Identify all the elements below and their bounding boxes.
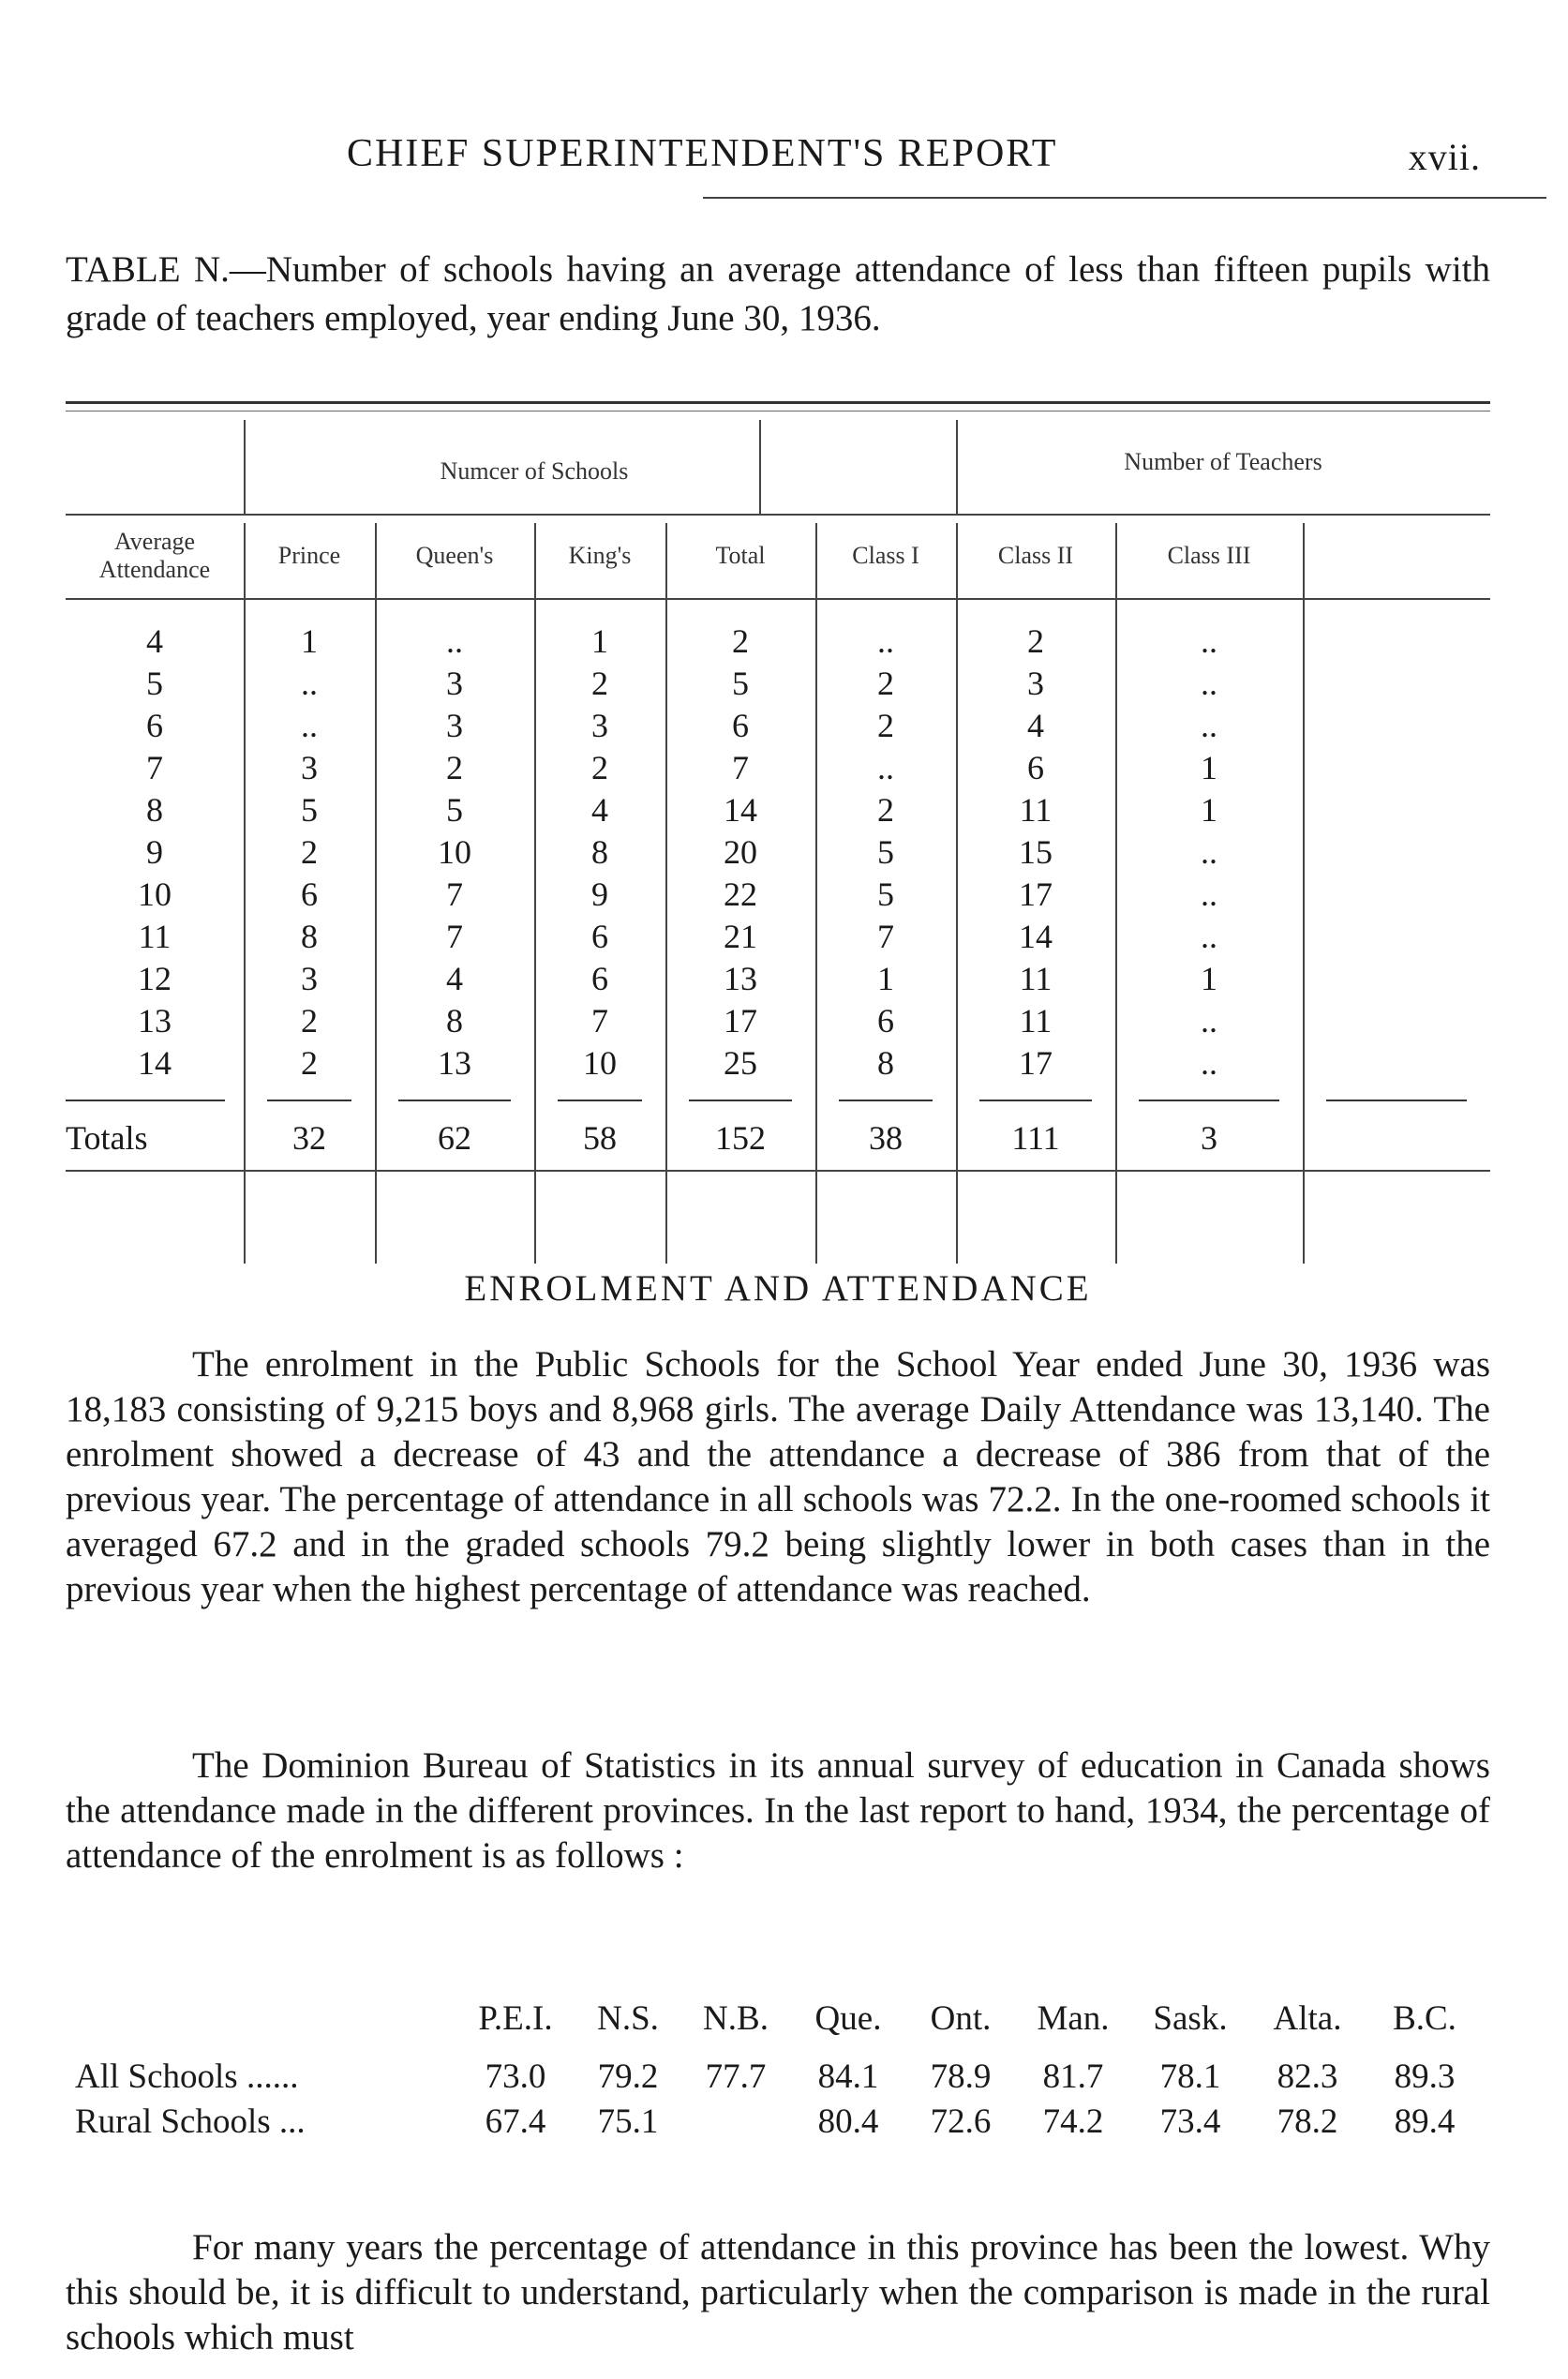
table-cell: .. xyxy=(1201,833,1217,871)
table-cell: 8 xyxy=(877,1044,894,1082)
table-cell: 5 xyxy=(877,833,894,871)
table-cell: 7 xyxy=(446,875,463,913)
table-cell: 11 xyxy=(1019,960,1053,997)
paragraph-lowest-percentage: For many years the percentage of attendance in this province has been the lowest. Why this should be, it is difficult to understand, particularly when the comparison is made in the rural schools which must xyxy=(66,2227,1490,2357)
sum-rule xyxy=(1139,1100,1279,1101)
totals-label: Totals xyxy=(66,1119,148,1157)
sum-rule xyxy=(689,1100,792,1101)
stat-value: 89.4 xyxy=(1394,2102,1456,2141)
table-caption: TABLE N.—Number of schools having an average attendance of less than fifteen pupils with grade of teachers employed, year ending June 30, 1936. xyxy=(66,249,1490,338)
table-cell: 1 xyxy=(591,622,608,660)
table-cell: .. xyxy=(1201,1002,1217,1040)
stat-row-label: Rural Schools ... xyxy=(75,2102,306,2141)
table-cell: 1 xyxy=(1201,749,1217,786)
table-cell: 11 xyxy=(1019,1002,1053,1040)
table-cell: 1 xyxy=(877,960,894,997)
table-cell: .. xyxy=(877,749,894,786)
table-cell: 5 xyxy=(732,665,749,702)
table-cell: .. xyxy=(446,622,463,660)
running-head xyxy=(66,131,1490,187)
sum-rule xyxy=(398,1100,511,1101)
totals-cell: 58 xyxy=(583,1119,617,1157)
table-cell: 10 xyxy=(583,1044,617,1082)
totals-cell: 32 xyxy=(292,1119,326,1157)
table-cell: 8 xyxy=(146,791,163,829)
table-top-rule xyxy=(66,401,1490,404)
province-header: P.E.I. xyxy=(478,1999,553,2038)
province-header: N.S. xyxy=(597,1999,659,2038)
table-bottom-rule xyxy=(66,1170,1490,1172)
table-cell: .. xyxy=(1201,1044,1217,1082)
stat-value: 67.4 xyxy=(485,2102,546,2141)
table-cell: 14 xyxy=(138,1044,172,1082)
group-label-teachers: Number of Teachers xyxy=(1124,448,1322,475)
table-cell: 4 xyxy=(146,622,163,660)
table-cell: 7 xyxy=(146,749,163,786)
table-cell: 7 xyxy=(877,918,894,955)
table-cell: 15 xyxy=(1019,833,1053,871)
table-cell: 20 xyxy=(724,833,757,871)
totals-cell: 62 xyxy=(438,1119,471,1157)
table-cell: 5 xyxy=(877,875,894,913)
table-cell: 4 xyxy=(1027,707,1044,744)
province-header: Sask. xyxy=(1153,1999,1228,2038)
table-cell: 1 xyxy=(301,622,318,660)
province-header: B.C. xyxy=(1393,1999,1456,2038)
table-cell: 17 xyxy=(1019,1044,1053,1082)
table-cell: .. xyxy=(1201,622,1217,660)
table-cell: .. xyxy=(1201,707,1217,744)
column-header: Average Attendance xyxy=(98,528,211,583)
table-cell: 7 xyxy=(446,918,463,955)
table-cell: 8 xyxy=(301,918,318,955)
table-cell: 3 xyxy=(591,707,608,744)
totals-cell: 38 xyxy=(869,1119,903,1157)
table-cell: 6 xyxy=(146,707,163,744)
table-cell: 2 xyxy=(591,749,608,786)
table-cell: 14 xyxy=(1019,918,1053,955)
column-header: Queen's xyxy=(415,542,494,569)
stat-value: 79.2 xyxy=(597,2057,659,2096)
sum-rule xyxy=(558,1100,642,1101)
table-cell: 2 xyxy=(301,1002,318,1040)
table-cell: 2 xyxy=(591,665,608,702)
column-header: Class II xyxy=(997,542,1074,569)
table-cell: 6 xyxy=(877,1002,894,1040)
totals-cell: 3 xyxy=(1201,1119,1217,1157)
column-header: Total xyxy=(715,542,766,569)
totals-cell: 152 xyxy=(715,1119,766,1157)
stat-row-label: All Schools ...... xyxy=(75,2057,299,2096)
stat-value: 72.6 xyxy=(930,2102,992,2141)
table-cell: .. xyxy=(1201,875,1217,913)
table-cell: 3 xyxy=(301,960,318,997)
stat-value: 75.1 xyxy=(597,2102,659,2141)
stat-value: 77.7 xyxy=(705,2057,767,2096)
group-divider xyxy=(244,420,246,514)
group-divider xyxy=(759,420,761,514)
table-cell: 6 xyxy=(591,960,608,997)
stat-value: 84.1 xyxy=(817,2057,879,2096)
table-cell: 13 xyxy=(724,960,757,997)
paragraph-enrolment: The enrolment in the Public Schools for the School Year ended June 30, 1936 was 18,183 consisting of 9,215 boys and 8,968 girls. The average Daily Attendance was 13,140. The enrolment showed a decrease of 43 and the attendance a decrease of 386 from that of the previous year. The percentage of attendance in all schools was 72.2. In the one-roomed schools it averaged 67.2 and in the graded schools 79.2 being slightly lower in both cases than in the previous year when the highest percentage of attendance was reached. xyxy=(66,1344,1490,1609)
stat-value: 80.4 xyxy=(817,2102,879,2141)
table-cell: 3 xyxy=(1027,665,1044,702)
header-rule xyxy=(703,197,1546,199)
table-cell: 2 xyxy=(877,791,894,829)
column-divider xyxy=(1303,523,1305,1264)
header-rule-mid xyxy=(66,514,1490,516)
stat-value: 82.3 xyxy=(1277,2057,1338,2096)
table-cell: 2 xyxy=(301,1044,318,1082)
table-cell: .. xyxy=(301,665,318,702)
sum-rule xyxy=(839,1100,933,1101)
group-label-schools: Numcer of Schools xyxy=(440,457,629,485)
table-cell: 9 xyxy=(146,833,163,871)
group-divider xyxy=(956,420,958,514)
table-cell: 7 xyxy=(591,1002,608,1040)
table-cell: 4 xyxy=(591,791,608,829)
table-cell: 1 xyxy=(1201,791,1217,829)
running-title: CHIEF SUPERINTENDENT'S REPORT xyxy=(347,132,1058,175)
table-cell: 12 xyxy=(138,960,172,997)
table-cell: 4 xyxy=(446,960,463,997)
province-header: Ont. xyxy=(930,1999,992,2038)
table-cell: 6 xyxy=(591,918,608,955)
table-cell: 5 xyxy=(146,665,163,702)
stat-value: 73.4 xyxy=(1159,2102,1221,2141)
table-cell: 21 xyxy=(724,918,757,955)
table-cell: 10 xyxy=(438,833,471,871)
table-cell: 5 xyxy=(446,791,463,829)
column-header: Class I xyxy=(852,542,919,569)
table-cell: 1 xyxy=(1201,960,1217,997)
table-cell: .. xyxy=(1201,918,1217,955)
table-cell: 17 xyxy=(1019,875,1053,913)
sum-rule xyxy=(267,1100,351,1101)
province-header: N.B. xyxy=(703,1999,769,2038)
section-heading: ENROLMENT AND ATTENDANCE xyxy=(464,1268,1092,1309)
table-cell: 13 xyxy=(438,1044,471,1082)
table-cell: 22 xyxy=(724,875,757,913)
table-cell: 2 xyxy=(877,665,894,702)
sum-rule xyxy=(1326,1100,1467,1101)
table-cell: 6 xyxy=(732,707,749,744)
table-cell: 9 xyxy=(591,875,608,913)
stat-value: 81.7 xyxy=(1042,2057,1104,2096)
table-cell: 10 xyxy=(138,875,172,913)
table-cell: 14 xyxy=(724,791,757,829)
table-cell: .. xyxy=(301,707,318,744)
table-cell: 2 xyxy=(877,707,894,744)
province-header: Man. xyxy=(1037,1999,1110,2038)
table-cell: 2 xyxy=(301,833,318,871)
page-number: xvii. xyxy=(1408,136,1481,178)
table-cell: 11 xyxy=(138,918,172,955)
paragraph-dominion-bureau: The Dominion Bureau of Statistics in its annual survey of education in Canada shows the attendance made in the different provinces. In the last report to hand, 1934, the percentage of attendance of the enrolment is as follows : xyxy=(66,1745,1490,1876)
table-cell: 5 xyxy=(301,791,318,829)
report-page xyxy=(66,0,1490,2379)
table-cell: 3 xyxy=(446,707,463,744)
table-cell: 8 xyxy=(446,1002,463,1040)
table-cell: 7 xyxy=(732,749,749,786)
sum-rule xyxy=(979,1100,1092,1101)
stat-value: 78.2 xyxy=(1277,2102,1338,2141)
column-header: Class III xyxy=(1167,542,1251,569)
sum-rule xyxy=(66,1100,225,1101)
stat-value: 89.3 xyxy=(1394,2057,1456,2096)
table-cell: 6 xyxy=(1027,749,1044,786)
table-cell: 2 xyxy=(1027,622,1044,660)
stat-value: 73.0 xyxy=(485,2057,546,2096)
table-cell: 17 xyxy=(724,1002,757,1040)
province-header: Que. xyxy=(814,1999,882,2038)
table-cell: 3 xyxy=(301,749,318,786)
column-header: King's xyxy=(568,542,632,569)
totals-cell: 111 xyxy=(1011,1119,1060,1157)
table-cell: 8 xyxy=(591,833,608,871)
table-cell: .. xyxy=(1201,665,1217,702)
table-cell: 6 xyxy=(301,875,318,913)
province-header: Alta. xyxy=(1273,1999,1342,2038)
stat-value: 78.9 xyxy=(930,2057,992,2096)
header-rule-bottom xyxy=(66,598,1490,600)
table-cell: 25 xyxy=(724,1044,757,1082)
table-cell: 2 xyxy=(732,622,749,660)
table-cell: 2 xyxy=(446,749,463,786)
table-cell: 13 xyxy=(138,1002,172,1040)
column-header: Prince xyxy=(277,542,341,569)
stat-value: 78.1 xyxy=(1159,2057,1221,2096)
table-cell: 11 xyxy=(1019,791,1053,829)
table-cell: .. xyxy=(877,622,894,660)
stat-value: 74.2 xyxy=(1042,2102,1104,2141)
table-cell: 3 xyxy=(446,665,463,702)
